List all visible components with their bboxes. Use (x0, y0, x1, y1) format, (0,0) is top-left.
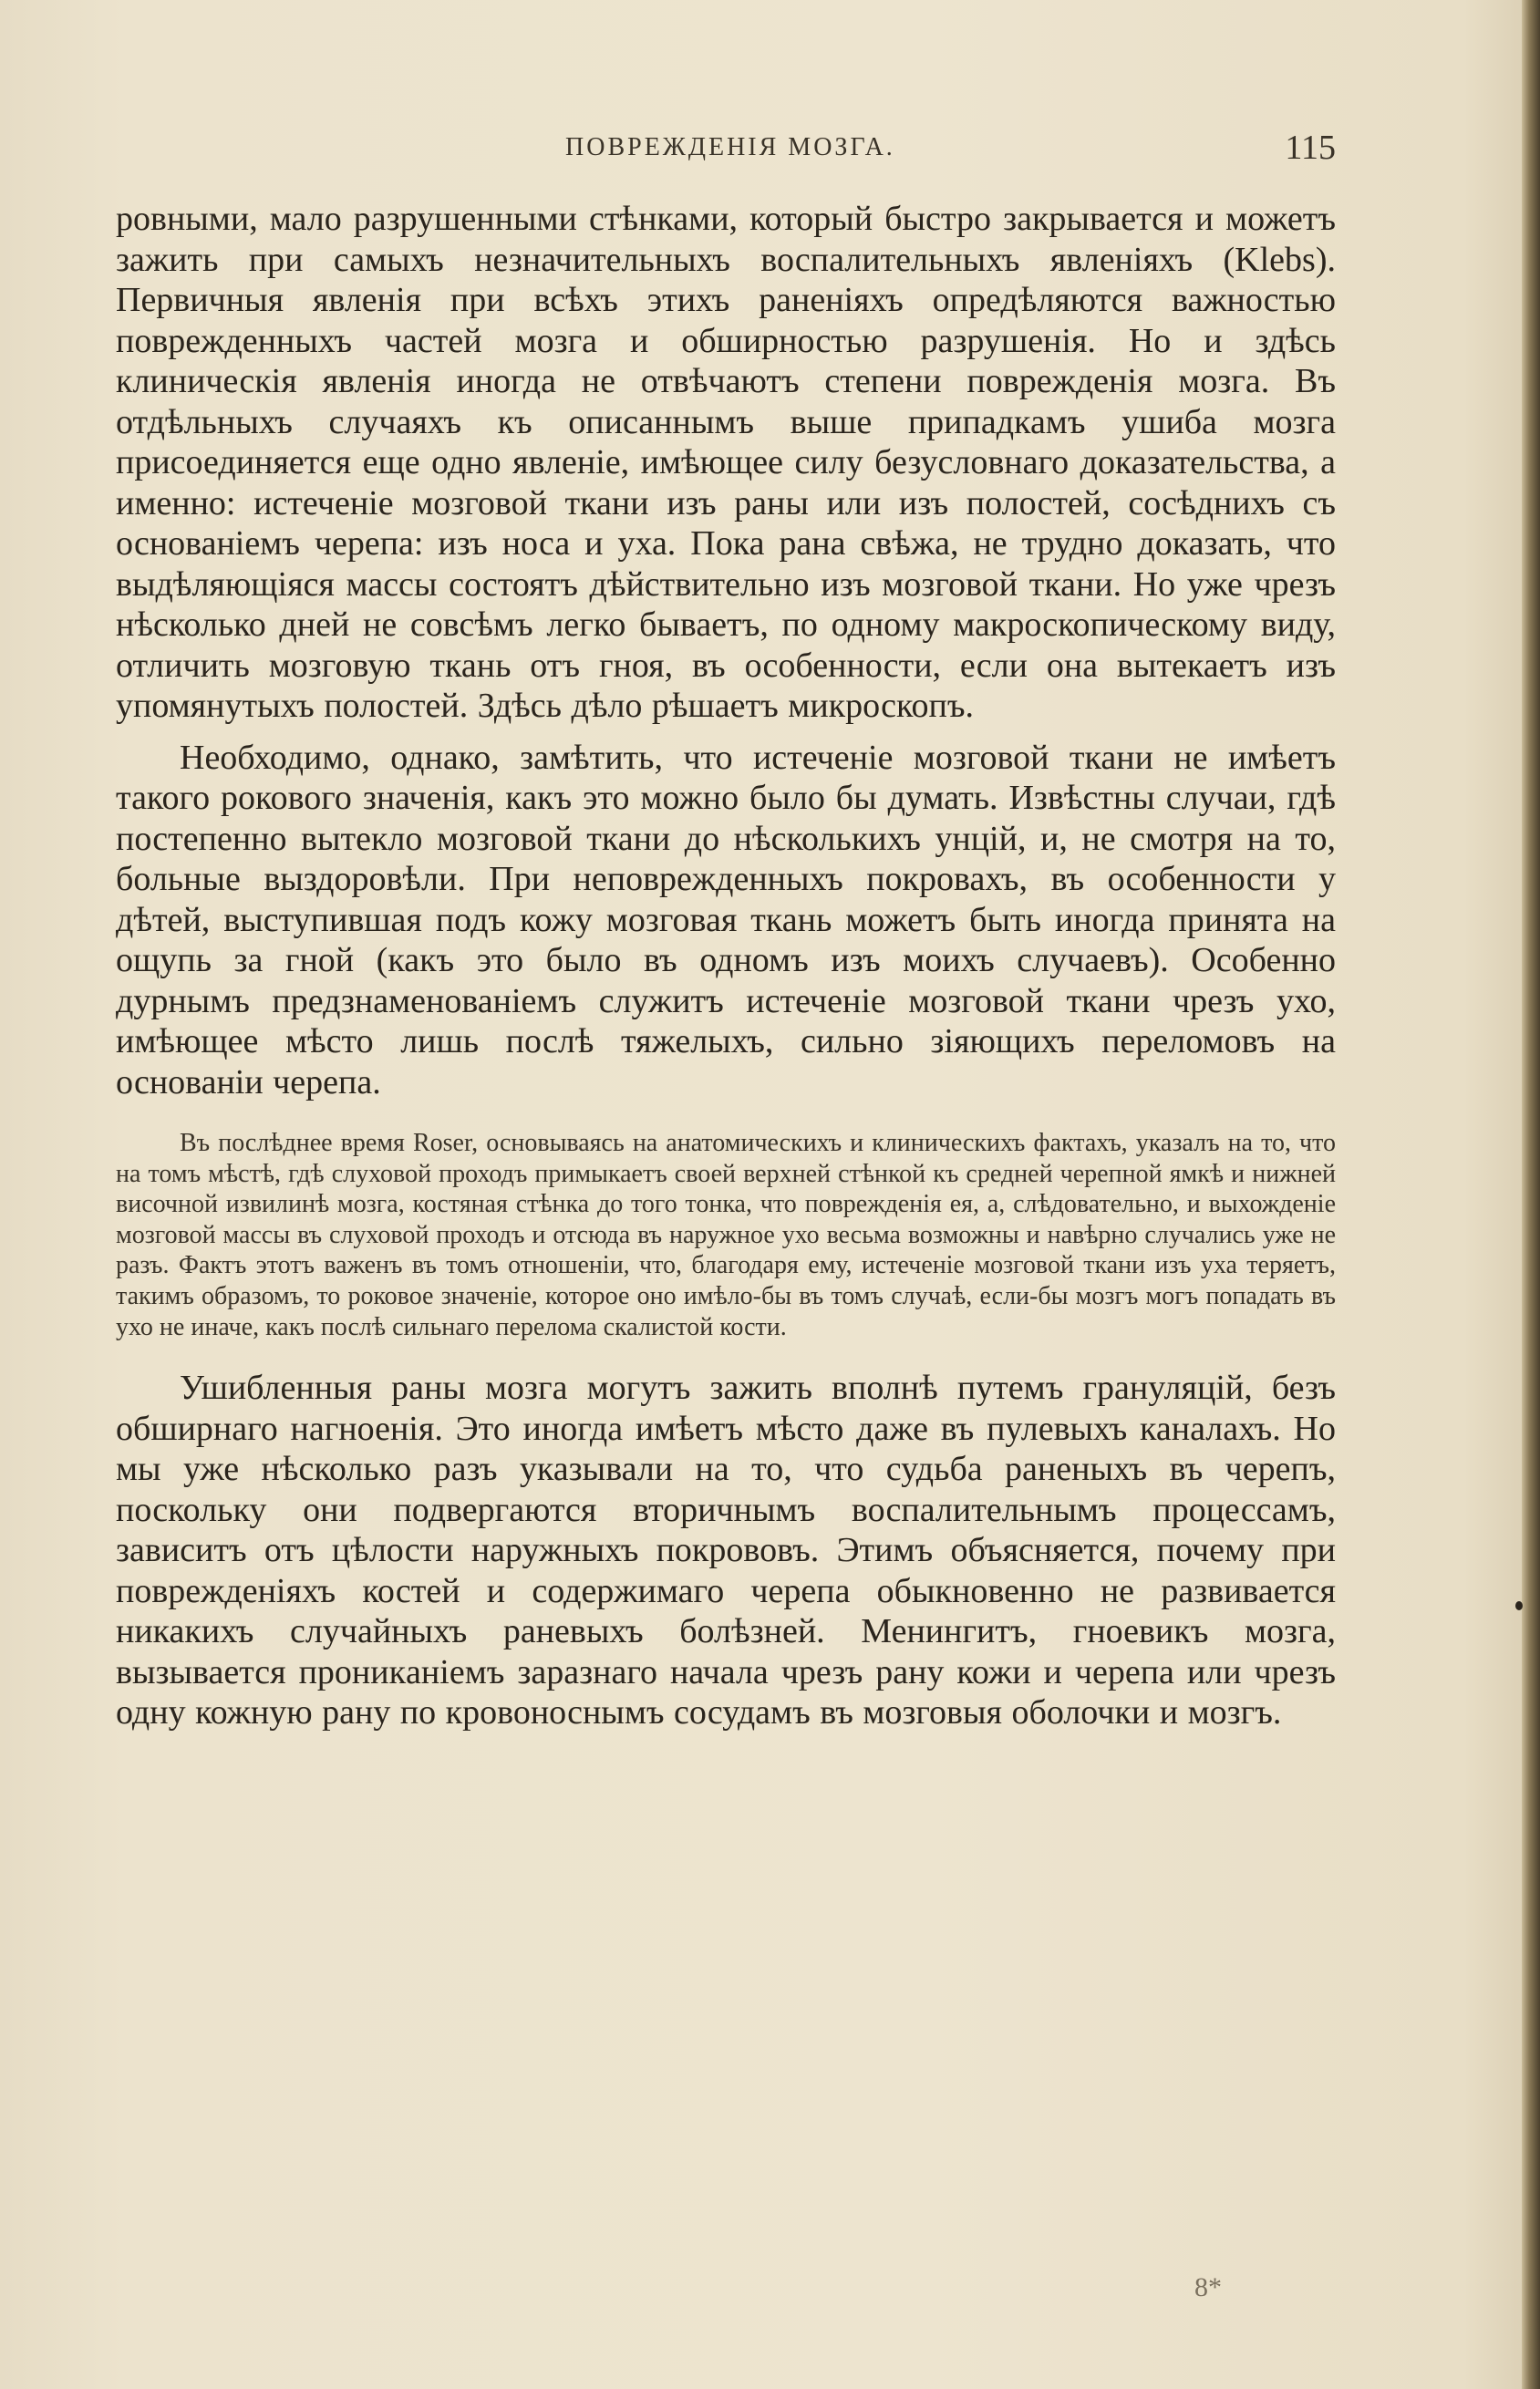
paragraph: Необходимо, однако, замѣтить, что истеченіе мозговой ткани не имѣетъ такого рокового значенія, какъ это можно было бы думать. Извѣстны случаи, гдѣ постепенно вытекло мозговой ткани до нѣсколькихъ унцій, и, не смотря на то, больные выздоровѣли. При неповрежденныхъ покровахъ, въ особенности у дѣтей, выступившая подъ кожу мозговая ткань можетъ быть иногда принята на ощупь за гной (какъ это было въ одномъ изъ моихъ случаевъ). Особенно дурнымъ предзнаменованіемъ служитъ истеченіе мозговой ткани чрезъ ухо, имѣющее мѣсто лишь послѣ тяжелыхъ, сильно зіяющихъ переломовъ на основаніи черепа. (116, 738, 1336, 1101)
running-head: ПОВРЕЖДЕНІЯ МОЗГА. (565, 133, 895, 161)
footnote: Въ послѣднее время Roser, основываясь на анатомическихъ и клиническихъ фактахъ, указалъ на то, что на томъ мѣстѣ, гдѣ слуховой проходъ примыкаетъ своей верхней стѣнкой къ средней черепной ямкѣ и нижней височной извилинѣ мозга, костяная стѣнка до того тонка, что поврежденія ея, а, слѣдовательно, и выхожденіе мозговой массы въ слуховой проходъ и отсюда въ наружное ухо весьма возможны и навѣрно случались уже не разъ. Фактъ этотъ важенъ въ томъ отношеніи, что, благодаря ему, истеченіе мозговой ткани изъ уха теряетъ, такимъ образомъ, то роковое значеніе, которое оно имѣло-бы въ томъ случаѣ, если-бы мозгъ могъ попадать въ ухо не иначе, какъ послѣ сильнаго перелома скалистой кости. (116, 1129, 1336, 1341)
signature-mark: 8* (1194, 2272, 1222, 2302)
page-number: 115 (1285, 129, 1336, 167)
paragraph-continued: ровными, мало разрушенными стѣнками, который быстро закрывается и можетъ зажить при самыхъ незначительныхъ воспалительныхъ явленіяхъ (Klebs). Первичныя явленія при всѣхъ этихъ раненіяхъ опредѣляются важностью поврежденныхъ частей мозга и обширностью разрушенія. Но и здѣсь клиническія явленія иногда не отвѣчаютъ степени поврежденія мозга. Въ отдѣльныхъ случаяхъ къ описаннымъ выше припадкамъ ушиба мозга присоединяется еще одно явленіе, имѣющее силу безусловнаго доказательства, а именно: истеченіе мозговой ткани изъ раны или изъ полостей, сосѣднихъ съ основаніемъ черепа: изъ носа и уха. Пока рана свѣжа, не трудно доказать, что выдѣляющіяся массы состоятъ дѣйствительно изъ мозговой ткани. Но уже чрезъ нѣсколько дней не совсѣмъ легко бываетъ, по одному макроскопическому виду, отличить мозговую ткань отъ гноя, въ особенности, если она вытекаетъ изъ упомянутыхъ полостей. Здѣсь дѣло рѣшаетъ микроскопъ. (116, 200, 1336, 725)
page-edge (1522, 0, 1540, 2389)
page-header (119, 128, 1336, 173)
ink-speck (1515, 1601, 1523, 1610)
body-text (116, 199, 1336, 1733)
paragraph: Ушибленныя раны мозга могутъ зажить вполнѣ путемъ грануляцій, безъ обширнаго нагноенія. Это иногда имѣетъ мѣсто даже въ пулевыхъ каналахъ. Но мы уже нѣсколько разъ указывали на то, что судьба раненыхъ въ черепъ, поскольку они подвергаются вторичнымъ воспалительнымъ процессамъ, зависитъ отъ цѣлости наружныхъ покрововъ. Этимъ объясняется, почему при поврежденіяхъ костей и содержимаго черепа обыкновенно не развивается никакихъ случайныхъ раневыхъ болѣзней. Менингитъ, гноевикъ мозга, вызывается проникaніемъ заразнаго начала чрезъ рану кожи и черепа или чрезъ одну кожную рану по кровоноснымъ сосудамъ въ мозговыя оболочки и мозгъ. (116, 1369, 1336, 1732)
